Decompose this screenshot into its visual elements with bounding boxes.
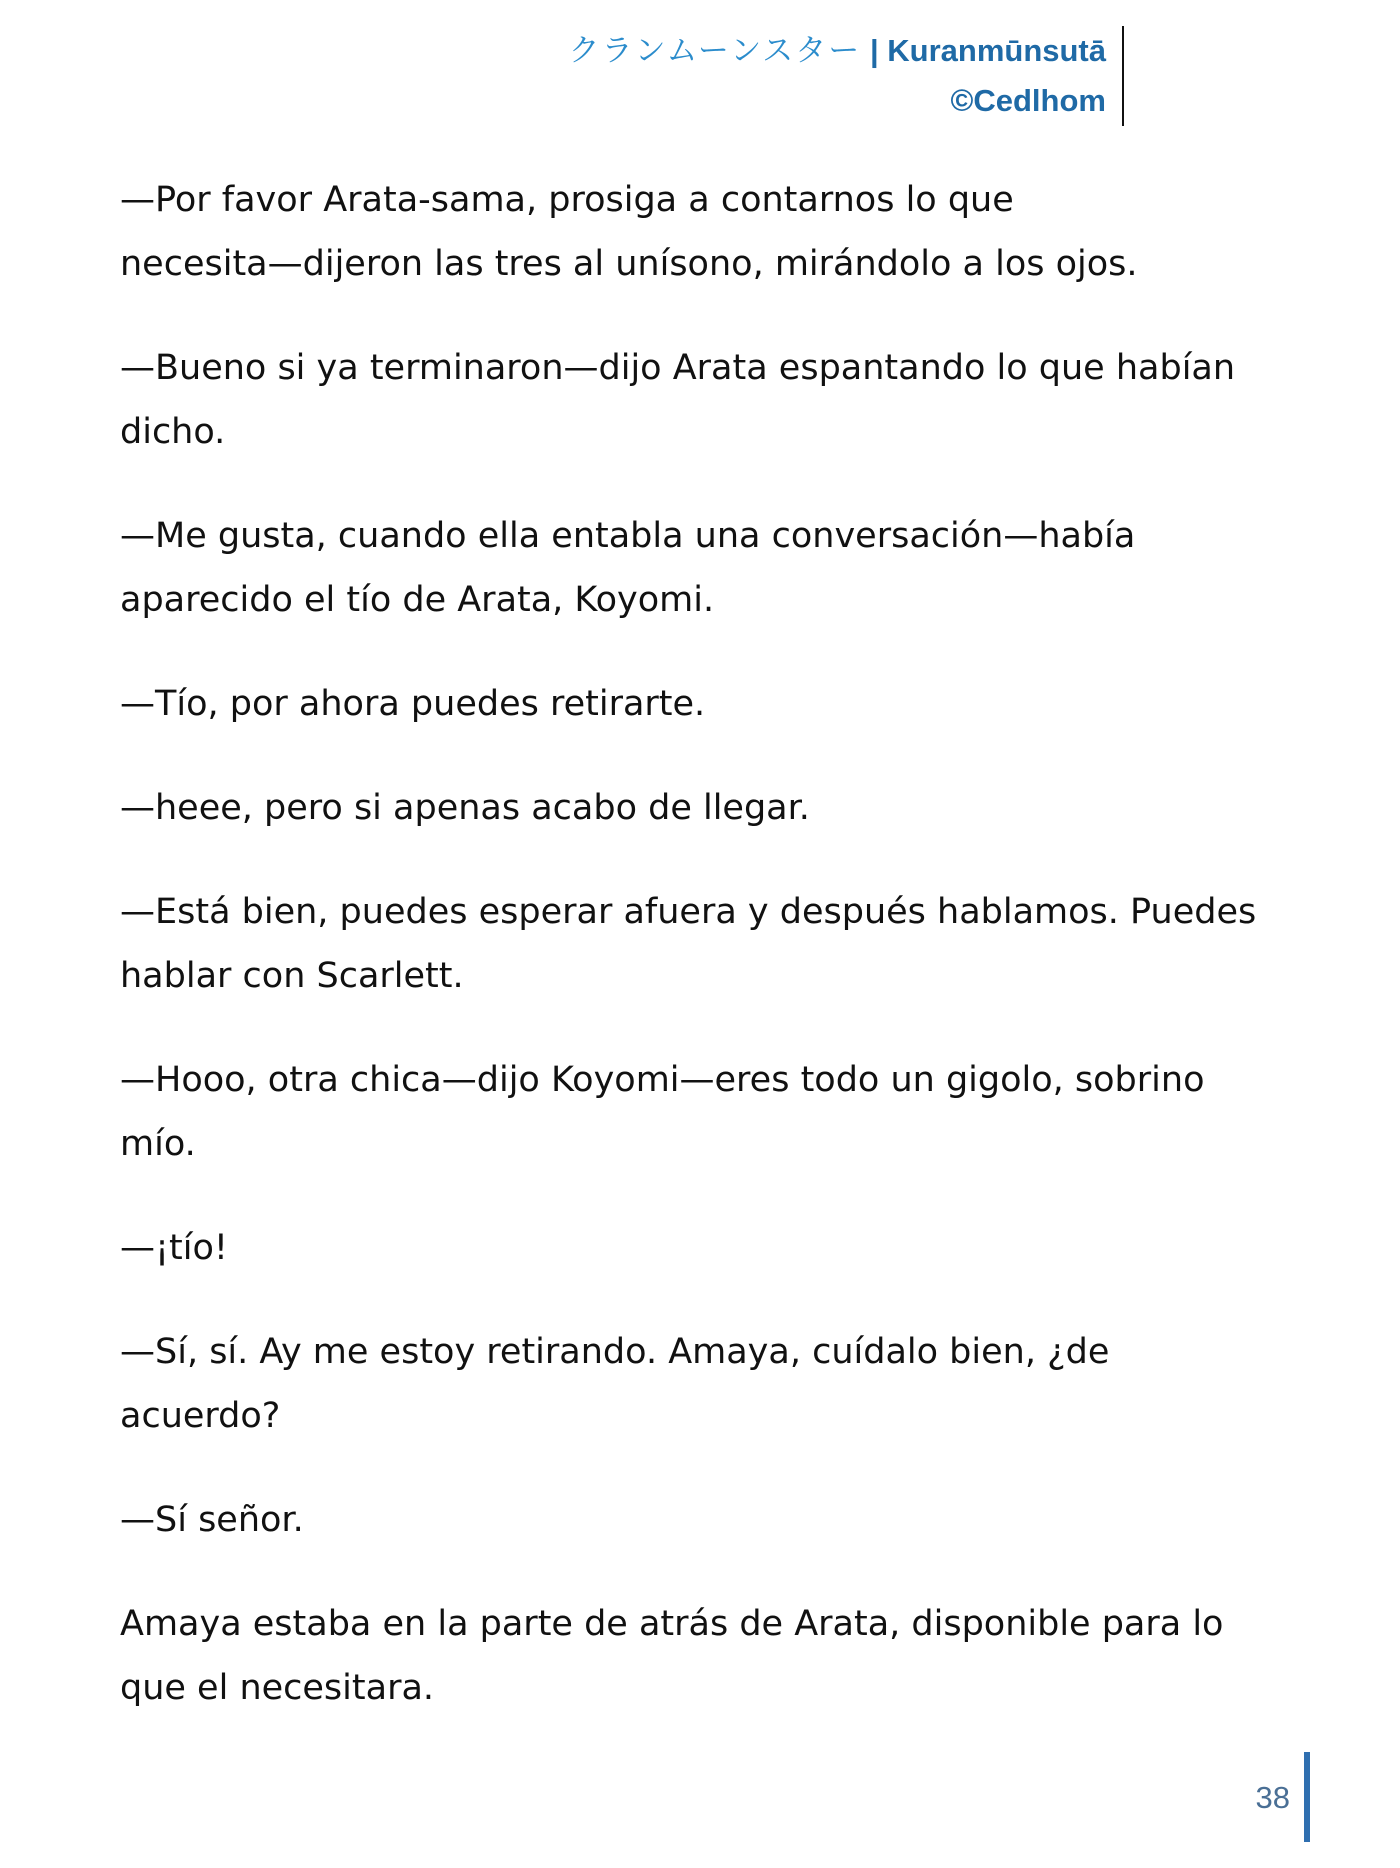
paragraph-9: —Sí, sí. Ay me estoy retirando. Amaya, cuídalo bien, ¿de acuerdo? — [120, 1332, 1110, 1436]
header-title-romaji: Kuranmūnsutā — [887, 33, 1106, 68]
paragraph-5: —heee, pero si apenas acabo de llegar. — [120, 788, 810, 828]
paragraph-3: —Me gusta, cuando ella entabla una conversación—había aparecido el tío de Arata, Koyomi. — [120, 516, 1136, 620]
header-separator: | — [869, 33, 879, 68]
paragraph-11: Amaya estaba en la parte de atrás de Arata, disponible para lo que el necesitara. — [120, 1604, 1224, 1708]
paragraph-2: —Bueno si ya terminaron—dijo Arata espantando lo que habían dicho. — [120, 348, 1236, 452]
paragraph-4: —Tío, por ahora puedes retirarte. — [120, 684, 706, 724]
header-title-japanese: クランムーンスター — [568, 33, 862, 68]
header-title-line — [406, 26, 1106, 76]
page-number: 38 — [1255, 1780, 1290, 1815]
paragraph-6: —Está bien, puedes esperar afuera y después hablamos. Puedes hablar con Scarlett. — [120, 892, 1257, 996]
paragraph-1: —Por favor Arata-sama, prosiga a contarnos lo que necesita—dijeron las tres al unísono, mirándolo a los ojos. — [120, 180, 1138, 284]
paragraph-7: —Hooo, otra chica—dijo Koyomi—eres todo un gigolo, sobrino mío. — [120, 1060, 1205, 1164]
header-copyright: ©Cedlhom — [950, 83, 1106, 118]
paragraph-10: —Sí señor. — [120, 1500, 304, 1540]
paragraph-8: —¡tío! — [120, 1228, 228, 1268]
page-number-bar — [1304, 1752, 1310, 1842]
page-header — [406, 26, 1124, 126]
page-footer — [1240, 1752, 1312, 1842]
page-body — [120, 168, 1320, 1760]
